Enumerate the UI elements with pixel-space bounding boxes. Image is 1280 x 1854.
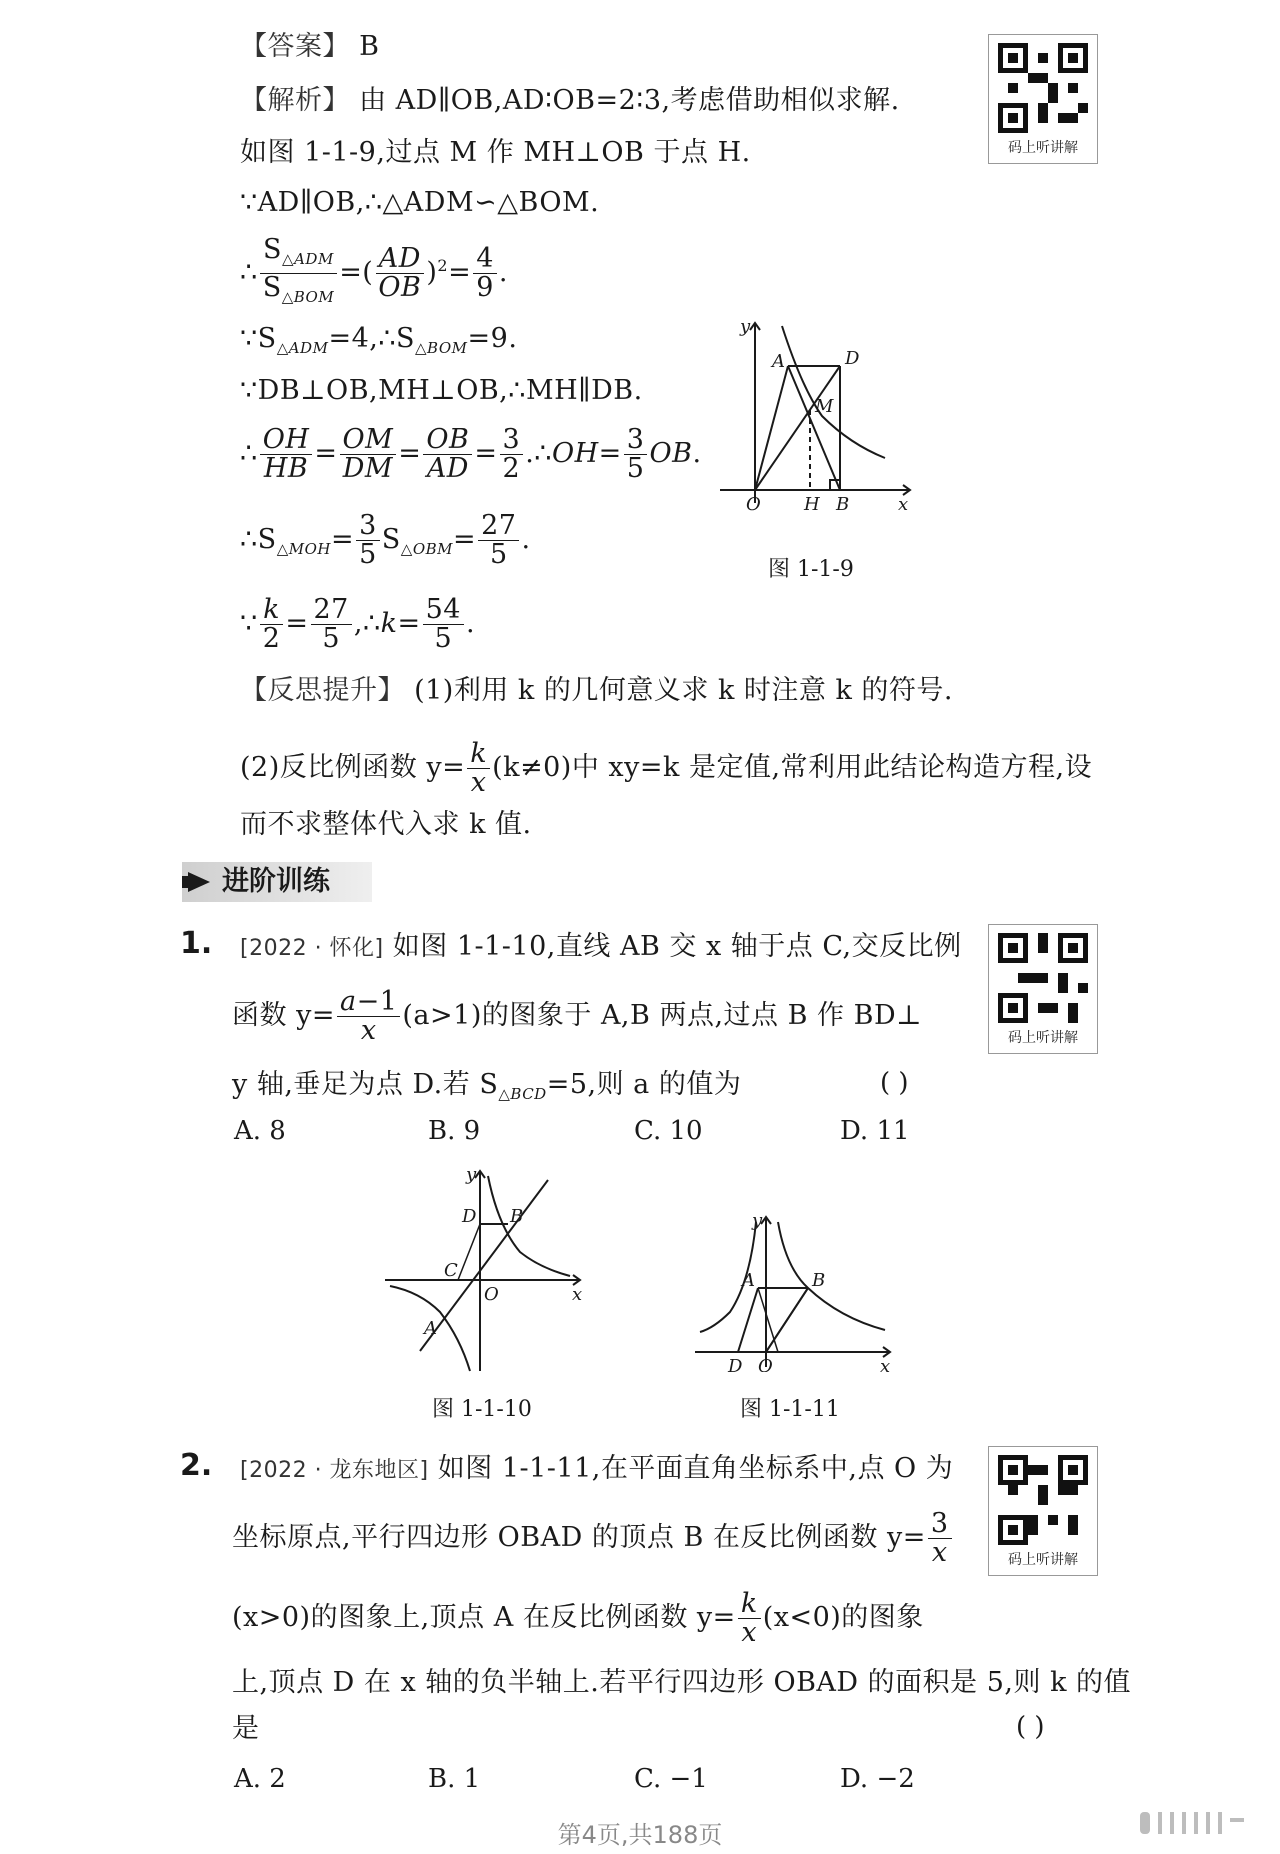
svg-text:y: y [740,318,751,337]
page-footer: 第4页,共188页 [557,1821,723,1849]
qr-caption: 码上听讲解 [1008,1030,1078,1046]
q2-answer-paren[interactable]: ( ) [1016,1712,1045,1742]
svg-text:x: x [572,1284,583,1305]
figure-1-1-11 [690,1212,900,1372]
qr-code-1[interactable] [988,34,1098,164]
svg-text:O: O [758,1356,773,1372]
svg-text:D: D [462,1206,477,1227]
qr-code-icon [998,1455,1088,1545]
q2-option-b[interactable]: B. 1 [428,1764,481,1794]
svg-text:y: y [466,1166,477,1185]
figure-1-1-10-caption: 图 1-1-10 [432,1397,532,1422]
question-2-number: 2. [180,1448,213,1483]
q2-line-1: [2022 · 龙东地区] 如图 1-1-11,在平面直角坐标系中,点 O 为 [240,1453,954,1484]
analysis-ratio: ∴ $\frac{OH}{HB}$ = $\frac{OM}{DM}$ = $\frac{OB}{AD}$ = $\frac{3}{2}$ .∴OH= $\frac{3}{5}$ OB. [240,424,702,484]
question-1-number: 1. [180,926,213,961]
q2-option-c[interactable]: C. −1 [634,1764,708,1794]
q1-line-1: [2022 · 怀化] 如图 1-1-10,直线 AB 交 x 轴于点 C,交反比例 [240,931,962,962]
arrow-icon [188,872,210,892]
reflection-line-2: (2)反比例函数 y= $\frac{k}{x}$ (k≠0)中 xy=k 是定值,常利用此结论构造方程,设 [240,738,1093,798]
qr-caption: 码上听讲解 [1008,140,1078,156]
qr-code-icon [998,43,1088,133]
q2-line-2: 坐标原点,平行四边形 OBAD 的顶点 B 在反比例函数 y= $\frac{3}{x}$ [232,1510,954,1567]
reflection-line-3: 而不求整体代入求 k 值. [240,809,532,840]
q1-option-d[interactable]: D. 11 [840,1116,910,1146]
svg-text:A: A [424,1318,437,1339]
svg-text:C: C [444,1260,458,1281]
svg-text:B: B [510,1206,524,1227]
analysis-k: ∵ $\frac{k}{2}$ = $\frac{27}{5}$ ,∴k= $\frac{54}{5}$ . [240,594,476,654]
svg-text:O: O [484,1284,499,1305]
svg-text:B: B [812,1270,826,1291]
figure-1-1-11-caption: 图 1-1-11 [740,1397,840,1422]
svg-text:x: x [880,1356,891,1372]
q1-option-c[interactable]: C. 10 [634,1116,703,1146]
figure-1-1-9-caption: 图 1-1-9 [768,557,854,582]
q1-option-a[interactable]: A. 8 [234,1116,286,1146]
q1-line-3: y 轴,垂足为点 D.若 $S_{\triangle BCD}=5$,则 a 的值为 [232,1069,742,1103]
figure-1-1-10 [380,1166,590,1376]
q2-line-4: 上,顶点 D 在 x 轴的负半轴上.若平行四边形 OBAD 的面积是 5,则 k 的值 [232,1667,1132,1698]
analysis-area-values: $\because S_{\triangle ADM}=4,\therefore S_{\triangle BOM}=9$. [240,323,518,357]
svg-text:D: D [845,348,860,369]
svg-text:A: A [742,1270,755,1291]
qr-caption: 码上听讲解 [1008,1552,1078,1568]
svg-text:H: H [804,494,820,513]
svg-text:D: D [728,1356,743,1372]
section-header: 进阶训练 [182,862,372,902]
svg-text:y: y [752,1212,763,1231]
analysis-line-2: ∵AD∥OB,∴△ADM∽△BOM. [240,187,600,218]
qr-code-icon [998,933,1088,1023]
q1-answer-paren[interactable]: ( ) [880,1068,909,1098]
analysis-area-ratio: ∴ $\frac{S_{\triangle ADM}}{S_{\triangle BOM}}$ =( $\frac{AD}{OB}$ )$^2$= $\frac{4}{9}$ . [240,234,508,306]
svg-text:x: x [898,494,909,513]
qr-code-2[interactable] [988,924,1098,1054]
svg-text:A: A [772,351,785,372]
qr-code-3[interactable] [988,1446,1098,1576]
figure-1-1-9 [710,318,920,513]
q1-option-b[interactable]: B. 9 [428,1116,481,1146]
q2-option-a[interactable]: A. 2 [234,1764,286,1794]
svg-text:O: O [746,494,761,513]
answer-line: 【答案】 B [240,31,380,62]
reflection-line-1: 【反思提升】 (1)利用 k 的几何意义求 k 时注意 k 的符号. [240,675,953,706]
q1-line-2: 函数 y= $\frac{a-1}{x}$ (a>1)的图象于 A,B 两点,过点 B 作 BD⊥ [232,986,922,1046]
q2-line-3: (x>0)的图象上,顶点 A 在反比例函数 y= $\frac{k}{x}$ (x<0)的图象 [232,1588,924,1648]
analysis-line-5: ∵DB⊥OB,MH⊥OB,∴MH∥DB. [240,375,643,406]
analysis-moh: $\therefore S_{\triangle MOH}=$ $\frac{3}{5}$ $S_{\triangle OBM}=$ $\frac{27}{5}$ . [240,510,531,570]
analysis-line-1: 如图 1-1-9,过点 M 作 MH⊥OB 于点 H. [240,137,751,168]
analysis-intro: 【解析】 由 AD∥OB,AD∶OB=2∶3,考虑借助相似求解. [240,85,900,116]
q2-line-5: 是 [232,1713,260,1744]
q2-option-d[interactable]: D. −2 [840,1764,915,1794]
svg-text:B: B [836,494,850,513]
svg-text:M: M [815,396,834,417]
